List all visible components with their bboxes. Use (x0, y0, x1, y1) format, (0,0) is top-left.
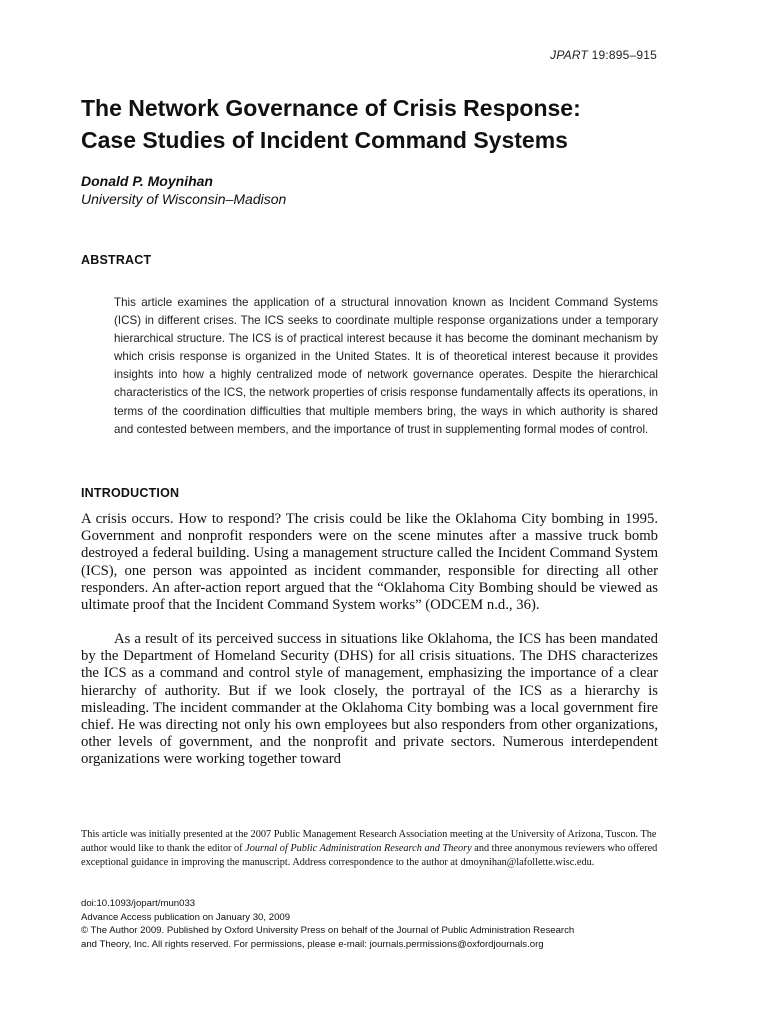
journal-abbrev: JPART (550, 48, 589, 62)
publication-info (81, 897, 671, 951)
advance-access-date: Advance Access publication on January 30, 2009 (81, 911, 291, 923)
article-title-line-1: The Network Governance of Crisis Response: (81, 95, 581, 121)
body-paragraph: A crisis occurs. How to respond? The crisis could be like the Oklahoma City bombing in 1995. Government and nonprofit responders were on the scene minutes after a massive truck bomb destroyed a federal building. Using a management structure called the Incident Command System (ICS), one person was appointed as incident commander, responsible for directing all other responders. An after-action report argued that the “Oklahoma City Bombing should be viewed as ultimate proof that the Incident Command System works” (ODCEM n.d., 36). (81, 511, 658, 614)
abstract-text: This article examines the application of a structural innovation known as Incident Command Systems (ICS) in different crises. The ICS seeks to coordinate multiple response organizations under a temporary hierarchical structure. The ICS is of practical interest because it has become the dominant mechanism by which crisis response is organized in the United States. It is of theoretical interest because it provides insights into how a highly centralized mode of network governance operates. Despite the hierarchical characteristics of the ICS, the network properties of crisis response fundamentally affects its operations, in terms of the coordination difficulties that multiple members bring, the ways in which authority is shared and contested between members, and the importance of trust in supplementing formal modes of control. (114, 296, 658, 436)
copyright-line-2: and Theory, Inc. All rights reserved. For permissions, please e-mail: journals.permissions@oxfordjournals.org (81, 938, 544, 950)
footnote-text-end: and three anonymous reviewers who offered exceptional guidance in improving the manuscript. Address correspondence to the author at dmoynihan@lafollette.wisc.edu. (81, 843, 658, 869)
doi: doi:10.1093/jopart/mun033 (81, 898, 196, 909)
introduction-heading: INTRODUCTION (81, 486, 180, 500)
volume-pages: 19:895–915 (591, 48, 657, 62)
copyright-line-1: © The Author 2009. Published by Oxford University Press on behalf of the Journal of Public Administration Research (81, 925, 575, 937)
author-affiliation: University of Wisconsin–Madison (81, 191, 287, 207)
author-name: Donald P. Moynihan (81, 173, 213, 189)
acknowledgement-footnote (81, 828, 661, 871)
article-title (81, 92, 701, 156)
abstract-heading: ABSTRACT (81, 253, 152, 267)
footnote-journal-name: Journal of Public Administration Research and Theory (245, 843, 472, 855)
footnote-text-start: This article was initially presented at the 2007 Public Management Research Association meeting at the University of Arizona, Tuscon. The author would like to thank the editor of (81, 829, 657, 855)
journal-reference (550, 48, 657, 62)
body-paragraph: As a result of its perceived success in situations like Oklahoma, the ICS has been mandated by the Department of Homeland Security (DHS) for all crisis situations. The DHS characterizes the ICS as a command and control style of management, emphasizing the importance of a clear hierarchy of authority. But if we look closely, the portrayal of the ICS as a hierarchy is misleading. The incident commander at the Oklahoma City bombing was a local government fire chief. He was directing not only his own employees but also responders from other organizations, other levels of government, and the nonprofit and private sectors. Numerous interdependent organizations were working together toward (81, 631, 658, 768)
article-title-line-2: Case Studies of Incident Command Systems (81, 127, 568, 153)
